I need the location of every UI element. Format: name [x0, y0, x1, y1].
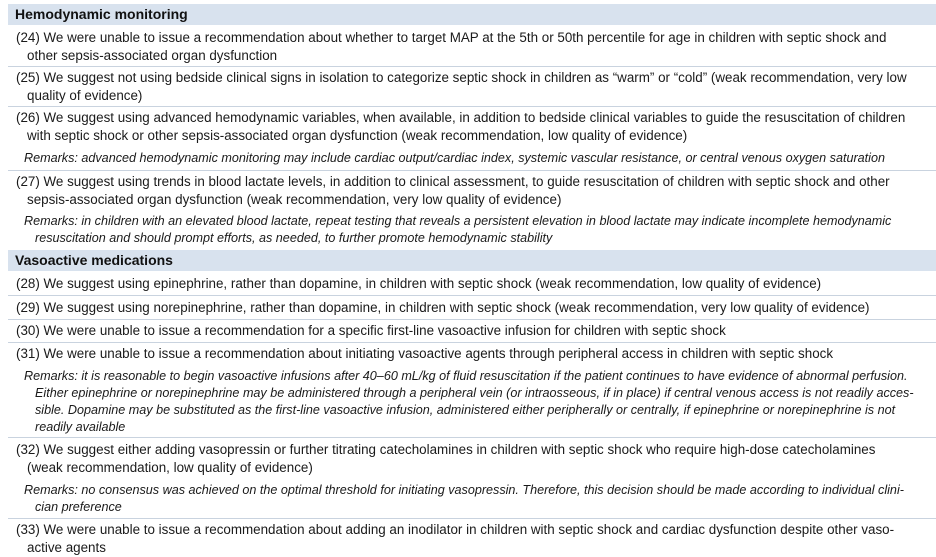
row-divider [8, 319, 936, 320]
row-divider [8, 518, 936, 519]
recommendation-32: (32) We suggest either adding vasopressin or further titrating catecholamines in children with septic shock who require high-dose catecholamines (weak recommendation, low quality of evidence) [16, 442, 876, 475]
row-divider [8, 342, 936, 343]
recommendation-25: (25) We suggest not using bedside clinical signs in isolation to categorize septic shock in children as “warm” or “cold” (weak recommendation, very low quality of evidence) [16, 70, 907, 103]
recommendation-31: (31) We were unable to issue a recommendation about initiating vasoactive agents through peripheral access in children with septic shock [16, 346, 834, 361]
recommendation-33: (33) We were unable to issue a recommendation about adding an inodilator in children with septic shock and cardiac dysfunction despite other vaso- active agents [16, 522, 895, 555]
remark-31: Remarks: it is reasonable to begin vasoactive infusions after 40–60 mL/kg of fluid resuscitation if the patient continues to have evidence of abnormal perfusion. Either epinephrine or norepinephrine may be administered through a peripheral vein (or intraosseous, if in place) if central venous access is not readily acces- sible. Dopamine may be substituted as the first-line vasoactive infusion, administered either peripherally or centrally, if epinephrine or norepinephrine is not readily available [24, 369, 914, 434]
recommendation-24: (24) We were unable to issue a recommendation about whether to target MAP at the 5th or 50th percentile for age in children with septic shock and other sepsis-associated organ dysfunction [16, 30, 887, 63]
remark-26: Remarks: advanced hemodynamic monitoring may include cardiac output/cardiac index, systemic vascular resistance, or central venous oxygen saturation [24, 151, 885, 165]
row-divider [8, 170, 936, 171]
section-header-vasoactive-medications: Vasoactive medications [8, 250, 936, 271]
remark-32: Remarks: no consensus was achieved on the optimal threshold for initiating vasopressin. Therefore, this decision should be made according to individual clini- cian preference [24, 483, 904, 514]
row-divider [8, 106, 936, 107]
recommendation-27: (27) We suggest using trends in blood lactate levels, in addition to clinical assessment, to guide resuscitation of children with septic shock and other sepsis-associated organ dysfunction (weak recommendation, very low quality of evidence) [16, 174, 890, 207]
row-divider [8, 66, 936, 67]
row-divider [8, 295, 936, 296]
recommendation-29: (29) We suggest using norepinephrine, rather than dopamine, in children with septic shock (weak recommendation, very low quality of evidence) [16, 300, 870, 315]
recommendation-26: (26) We suggest using advanced hemodynamic variables, when available, in addition to bedside clinical variables to guide the resuscitation of children with septic shock or other sepsis-associated organ dysfunction (weak recommendation, low quality of evidence) [16, 110, 906, 143]
section-header-hemodynamic-monitoring: Hemodynamic monitoring [8, 4, 936, 25]
remark-27: Remarks: in children with an elevated blood lactate, repeat testing that reveals a persistent elevation in blood lactate may indicate incomplete hemodynamic resuscitation and should prompt efforts, as needed, to further promote hemodynamic stability [24, 214, 892, 245]
row-divider [8, 437, 936, 438]
recommendation-30: (30) We were unable to issue a recommendation for a specific first-line vasoactive infusion for children with septic shock [16, 323, 726, 338]
recommendation-28: (28) We suggest using epinephrine, rather than dopamine, in children with septic shock (weak recommendation, low quality of evidence) [16, 276, 822, 291]
